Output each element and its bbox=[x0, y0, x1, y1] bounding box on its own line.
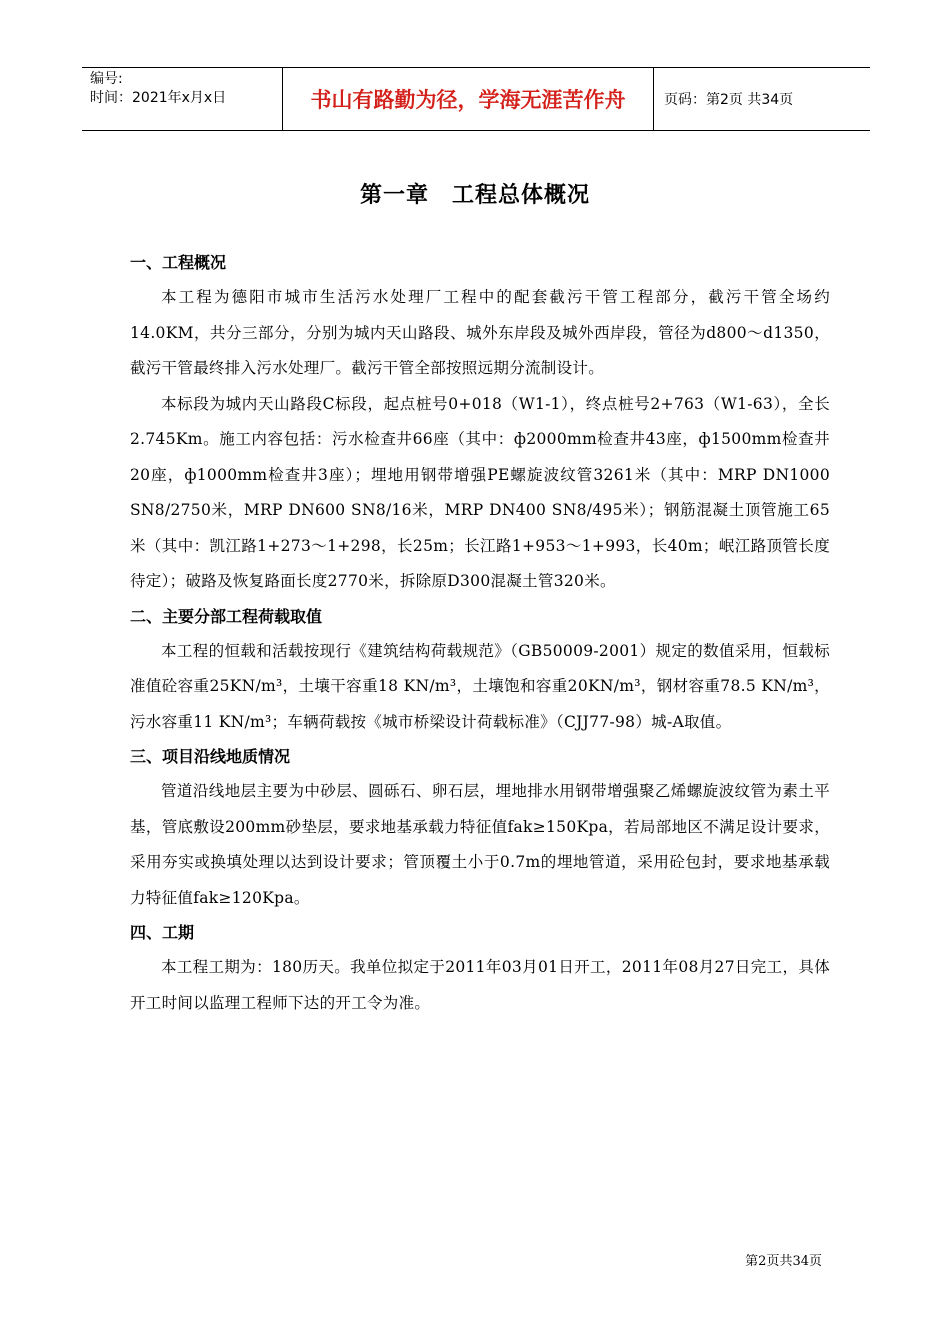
header-motto-cell bbox=[282, 68, 654, 130]
section-geology bbox=[130, 740, 830, 916]
section-heading: 二、主要分部工程荷载取值 bbox=[130, 606, 323, 626]
section-overview bbox=[130, 246, 830, 600]
paragraph: 本工程工期为：180历天。我单位拟定于2011年03月01日开工，2011年08月27日完工，具体开工时间以监理工程师下达的开工令为准。 bbox=[130, 958, 830, 1012]
section-heading: 三、项目沿线地质情况 bbox=[130, 747, 291, 766]
section-loads bbox=[130, 600, 830, 741]
paragraph: 本标段为城内天山路段C标段，起点桩号0+018（W1-1），终点桩号2+763（W1-63），全长2.745Km。施工内容包括：污水检查井66座（其中：ф2000mm检查井43座，ф1500mm检查井20座，ф1000mm检查井3座）；埋地用钢带增强PE螺旋波纹管3261米（其中：MRP DN1000 SN8/2750米，MRP DN600 SN8/16米，MRP DN400 SN8/495米）；钢筋混凝土顶管施工65米（其中：凯江路1+273～1+298，长25m；长江路1+953～1+993，长40m；岷江路顶管长度待定）；破路及恢复路面长度2770米，拆除原D300混凝土管320米。 bbox=[130, 394, 830, 590]
header-page-info: 页码：第2页 共34页 bbox=[664, 92, 794, 108]
section-heading: 四、工期 bbox=[130, 923, 195, 942]
chapter-title: 第一章 工程总体概况 bbox=[359, 183, 590, 208]
document-time: 时间：2021年x月x日 bbox=[90, 90, 227, 106]
section-schedule bbox=[130, 916, 830, 1021]
document-body bbox=[130, 246, 830, 1021]
page-footer: 第2页共34页 bbox=[745, 1254, 822, 1269]
document-number-label: 编号: bbox=[90, 71, 123, 87]
paragraph: 本工程为德阳市城市生活污水处理厂工程中的配套截污干管工程部分，截污干管全场约14.0KM，共分三部分，分别为城内天山路段、城外东岸段及城外西岸段，管径为d800～d1350，截污干管最终排入污水处理厂。截污干管全部按照远期分流制设计。 bbox=[130, 288, 830, 377]
header-meta bbox=[82, 68, 282, 130]
section-heading: 一、工程概况 bbox=[130, 253, 227, 272]
paragraph: 本工程的恒载和活载按现行《建筑结构荷载规范》（GB50009-2001）规定的数值采用，恒载标准值砼容重25KN/m³，土壤干容重18 KN/m³，土壤饱和容重20KN/m³，钢材容重78.5 KN/m³，污水容重11 KN/m³；车辆荷载按《城市桥梁设计荷载标准》（CJJ77-98）城-A取值。 bbox=[130, 641, 830, 731]
paragraph: 管道沿线地层主要为中砂层、圆砾石、卵石层，埋地排水用钢带增强聚乙烯螺旋波纹管为素土平基，管底敷设200mm砂垫层，要求地基承载力特征值fak≥150Kpa，若局部地区不满足设计要求，采用夯实或换填处理以达到设计要求；管顶覆土小于0.7m的埋地管道，采用砼包封，要求地基承载力特征值fak≥120Kpa。 bbox=[130, 782, 830, 907]
page-header bbox=[82, 67, 870, 131]
header-motto: 书山有路勤为径，学海无涯苦作舟 bbox=[310, 88, 626, 112]
